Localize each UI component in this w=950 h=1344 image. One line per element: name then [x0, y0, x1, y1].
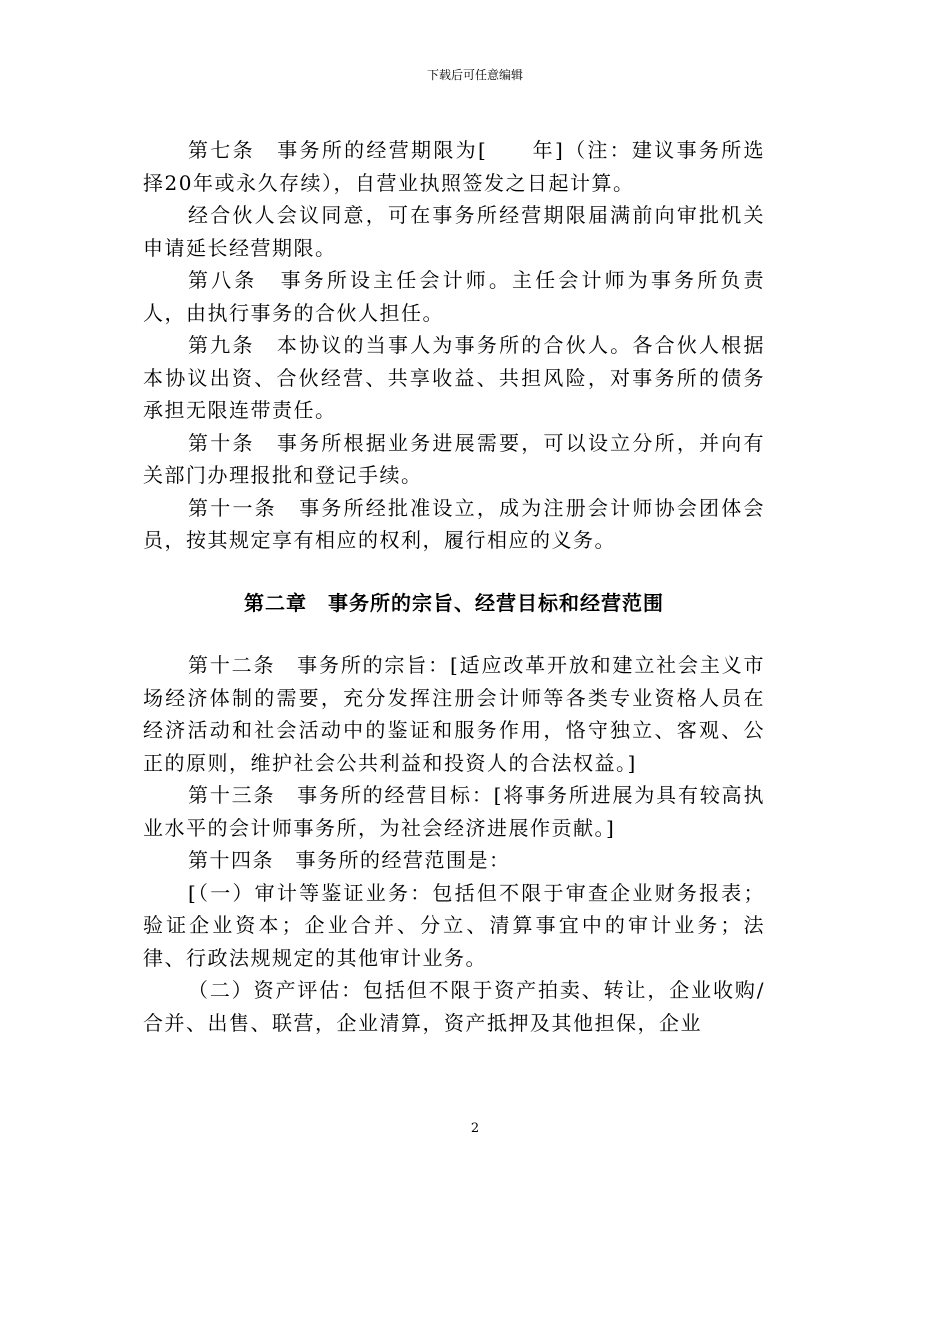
document-body	[143, 134, 765, 1039]
article-8: 第八条 事务所设主任会计师。主任会计师为事务所负责人，由执行事务的合伙人担任。	[143, 268, 765, 325]
chapter-title: 第二章 事务所的宗旨、经营目标和经营范围	[244, 590, 664, 615]
article-7-extension: 经合伙人会议同意，可在事务所经营期限届满前向审批机关申请延长经营期限。	[143, 203, 765, 260]
article-9: 第九条 本协议的当事人为事务所的合伙人。各合伙人根据本协议出资、合伙经营、共享收益、共担风险，对事务所的债务承担无限连带责任。	[143, 333, 765, 422]
article-11: 第十一条 事务所经批准设立，成为注册会计师协会团体会员，按其规定享有相应的权利，履行相应的义务。	[143, 495, 765, 552]
article-13: 第十三条 事务所的经营目标：[将事务所进展为具有较高执业水平的会计师事务所，为社会经济进展作贡献。]	[143, 783, 765, 840]
page-number: 2	[470, 1121, 480, 1136]
article-14-item-2: （二）资产评估：包括但不限于资产拍卖、转让，企业收购/合并、出售、联营，企业清算，资产抵押及其他担保，企业	[143, 978, 765, 1035]
article-10: 第十条 事务所根据业务进展需要，可以设立分所，并向有关部门办理报批和登记手续。	[143, 430, 765, 487]
article-7: 第七条 事务所的经营期限为[ 年]（注：建议事务所选择20年或永久存续），自营业执照签发之日起计算。	[143, 138, 765, 195]
page-header: 下载后可任意编辑	[426, 68, 523, 82]
article-12: 第十二条 事务所的宗旨：[适应改革开放和建立社会主义市场经济体制的需要，充分发挥注册会计师等各类专业资格人员在经济活动和社会活动中的鉴证和服务作用，恪守独立、客观、公正的原则，维护社会公共利益和投资人的合法权益。]	[143, 653, 765, 775]
article-14-item-1: [（一）审计等鉴证业务：包括但不限于审查企业财务报表；验证企业资本；企业合并、分立、清算事宜中的审计业务；法律、行政法规规定的其他审计业务。	[143, 880, 765, 970]
article-14: 第十四条 事务所的经营范围是：	[188, 848, 511, 872]
